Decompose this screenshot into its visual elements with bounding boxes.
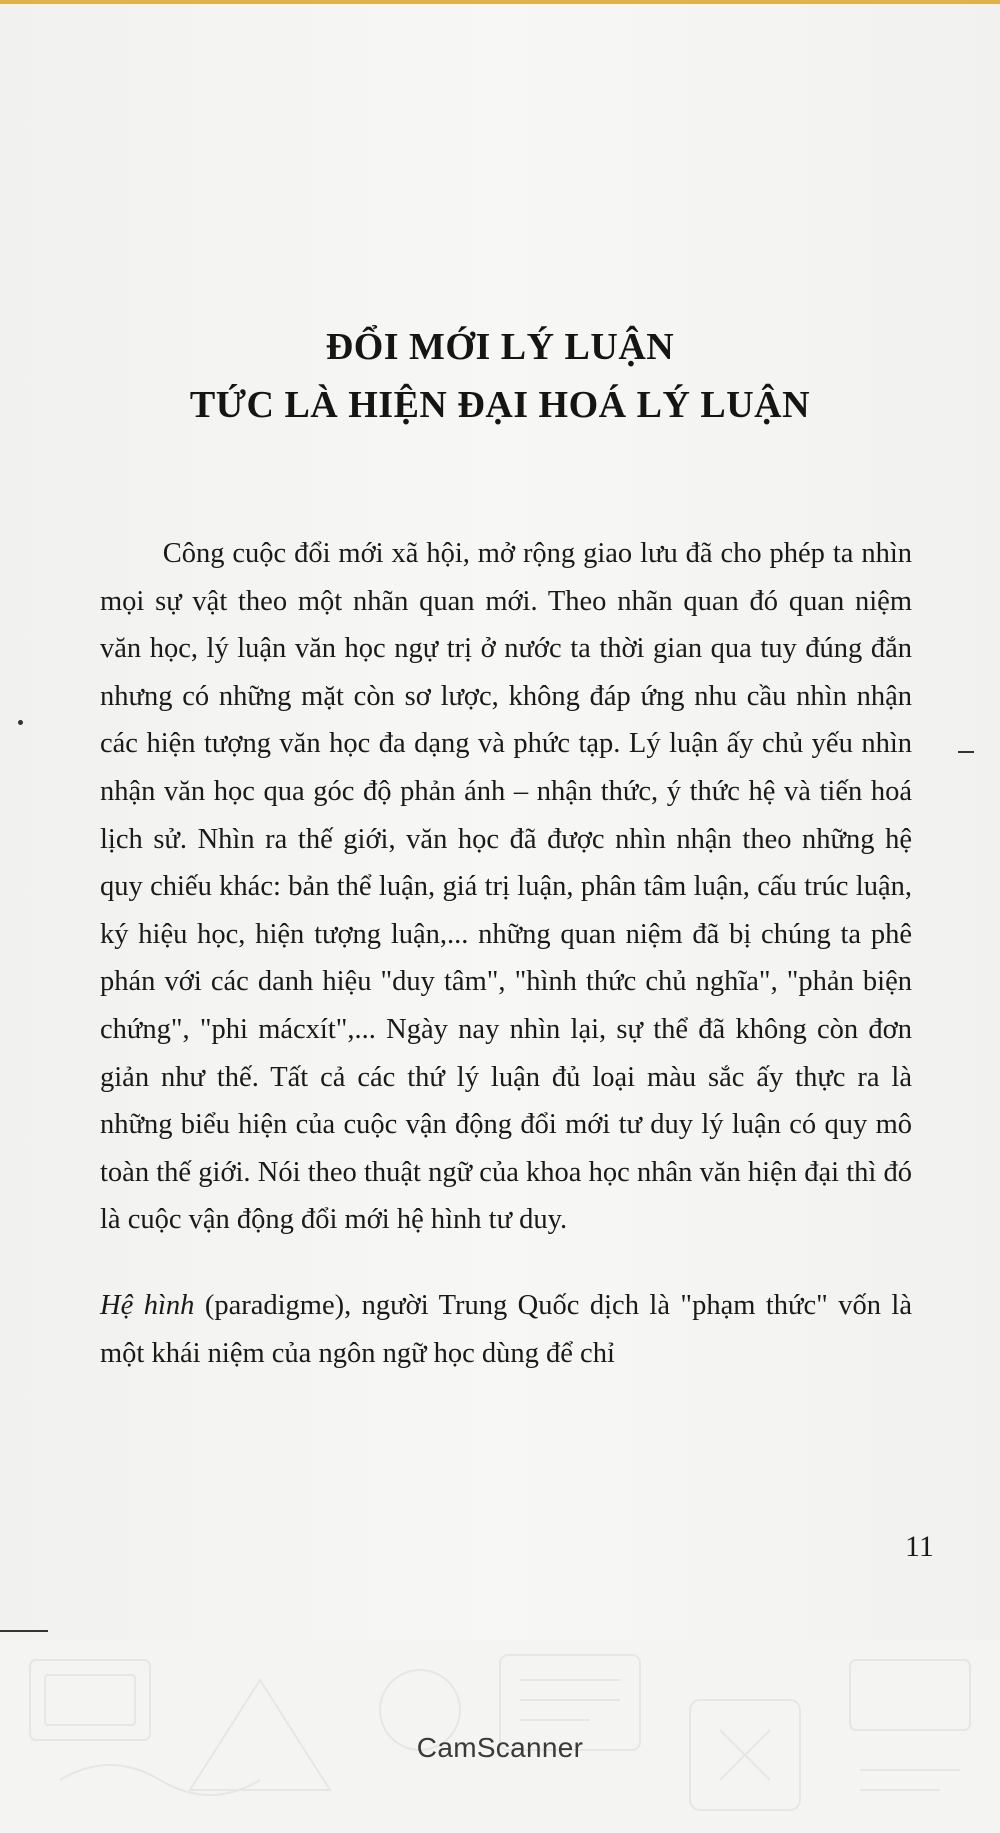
paragraph-2-text: (paradigme), người Trung Quốc dịch là "phạm thức" vốn là một khái niệm của ngôn ngữ học dùng để chỉ: [100, 1289, 912, 1369]
camscanner-watermark: CamScanner: [416, 1732, 584, 1763]
scanner-footer: [0, 1640, 1000, 1833]
chapter-title: [0, 318, 1000, 434]
page-number: 11: [905, 1530, 934, 1563]
paragraph-2: [100, 1282, 912, 1377]
margin-mark-dot: [18, 720, 23, 725]
chapter-title-line-1: ĐỔI MỚI LÝ LUẬN: [325, 326, 675, 368]
body-text: [100, 530, 912, 1377]
term-he-hinh: Hệ hình: [100, 1289, 195, 1321]
paragraph-1: Công cuộc đổi mới xã hội, mở rộng giao lưu đã cho phép ta nhìn mọi sự vật theo một nhãn quan mới. Theo nhãn quan đó quan niệm văn học, lý luận văn học ngự trị ở nước ta thời gian qua tuy đúng đắn nhưng có những mặt còn sơ lược, không đáp ứng nhu cầu nhìn nhận các hiện tượng văn học đa dạng và phức tạp. Lý luận ấy chủ yếu nhìn nhận văn học qua góc độ phản ánh – nhận thức, ý thức hệ và tiến hoá lịch sử. Nhìn ra thế giới, văn học đã được nhìn nhận theo những hệ quy chiếu khác: bản thể luận, giá trị luận, phân tâm luận, cấu trúc luận, ký hiệu học, hiện tượng luận,... những quan niệm đã bị chúng ta phê phán với các danh hiệu "duy tâm", "hình thức chủ nghĩa", "phản biện chứng", "phi mácxít",... Ngày nay nhìn lại, sự thể đã không còn đơn giản như thế. Tất cả các thứ lý luận đủ loại màu sắc ấy thực ra là những biểu hiện của cuộc vận động đổi mới tư duy lý luận có quy mô toàn thế giới. Nói theo thuật ngữ của khoa học nhân văn hiện đại thì đó là cuộc vận động đổi mới hệ hình tư duy.: [100, 538, 912, 1236]
chapter-title-line-2: TỨC LÀ HIỆN ĐẠI HOÁ LÝ LUẬN: [189, 384, 811, 426]
page-top-edge: [0, 0, 1000, 4]
margin-mark-dash: [958, 751, 974, 753]
bottom-edge-rule: [0, 1630, 48, 1632]
